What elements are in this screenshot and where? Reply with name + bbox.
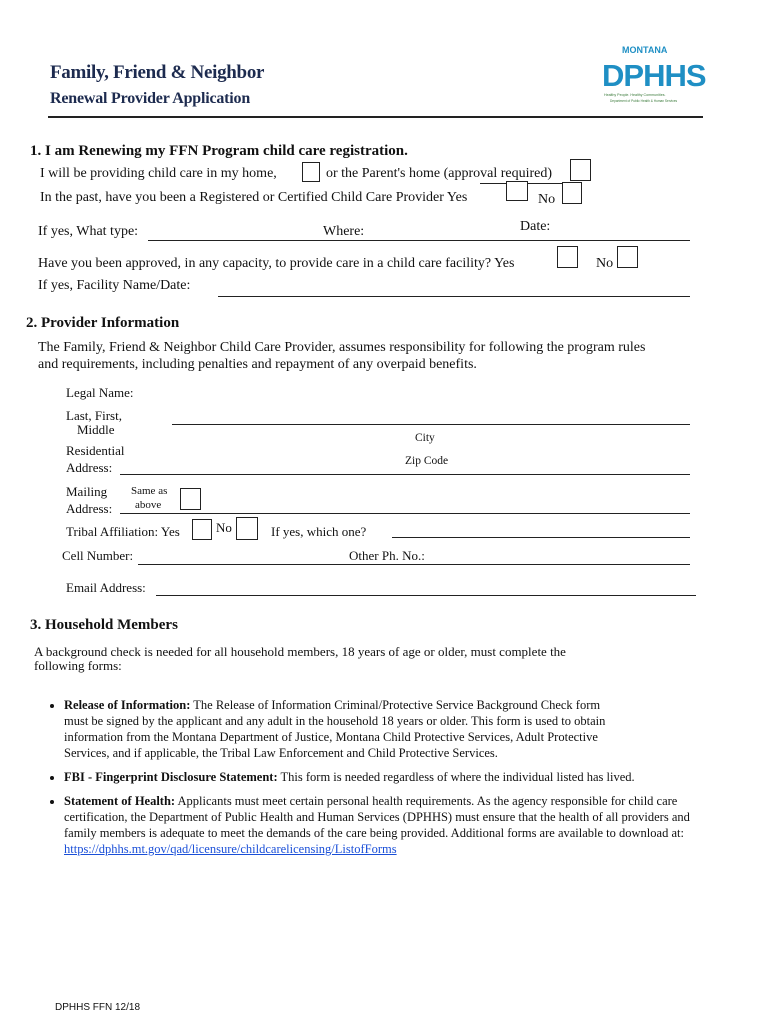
same-as-above-checkbox[interactable] (180, 488, 201, 510)
approved-no-checkbox[interactable] (617, 246, 638, 268)
dphhs-logo (600, 44, 706, 110)
bullet-title: Release of Information: (64, 698, 191, 712)
header-divider (48, 116, 703, 118)
logo-name-text: DPHHS (602, 58, 706, 93)
section3-intro-line2: following forms: (34, 658, 122, 673)
email-label: Email Address: (66, 580, 146, 595)
bullet-title: Statement of Health: (64, 794, 176, 808)
bullet-text: The Release of Information Criminal/Protective Service Background Check form must be signed by the applicant and any adult in the household 18 years or older. This form is used to obtain information from the Montana Department of Justice, Montana Child Protective Services, Adult Protective Services, and if applicable, the Tribal Law Enforcement and Child Protective Services. (64, 698, 606, 760)
home-care-checkbox[interactable] (302, 162, 320, 182)
tribal-no-checkbox[interactable] (236, 517, 258, 540)
cell-number-label: Cell Number: (62, 548, 134, 563)
approved-yes-checkbox[interactable] (557, 246, 578, 268)
list-item (64, 697, 624, 761)
other-phone-label: Other Ph. No.: (349, 548, 425, 563)
form-code: DPHHS FFN 12/18 (55, 1002, 141, 1013)
city-label: City (415, 432, 435, 444)
residential-address-field[interactable] (120, 474, 690, 475)
parent-home-checkbox[interactable] (570, 159, 591, 181)
same-as-label: Same as (131, 485, 168, 497)
tribal-yes-checkbox[interactable] (192, 519, 212, 540)
logo-tagline-1: Healthy People. Healthy Communities. (604, 93, 666, 97)
which-one-label: If yes, which one? (271, 524, 367, 539)
past-provider-label: In the past, have you been a Registered or Certified Child Care Provider Yes (40, 190, 468, 205)
mailing-label: Mailing (66, 484, 108, 499)
logo-state-text: MONTANA (622, 45, 668, 55)
date-label: Date: (520, 219, 551, 234)
approved-no-label: No (596, 256, 614, 271)
facility-label: If yes, Facility Name/Date: (38, 278, 191, 293)
phone-field[interactable] (138, 564, 690, 565)
section2-intro-line1: The Family, Friend & Neighbor Child Care Provider, assumes responsibility for following the program rules (38, 340, 646, 355)
what-type-label: If yes, What type: (38, 224, 139, 239)
where-label: Where: (323, 224, 365, 239)
zip-label: Zip Code (405, 455, 449, 467)
approved-label: Have you been approved, in any capacity, to provide care in a child care facility? Yes (38, 256, 515, 271)
logo-tagline-2: Department of Public Health & Human Services (610, 99, 678, 103)
past-provider-no-label: No (538, 192, 556, 207)
bullet-text: This form is needed regardless of where the individual listed has lived. (277, 770, 635, 784)
list-item (64, 769, 704, 785)
section2-intro-line2: and requirements, including penalties and repayment of any overpaid benefits. (38, 357, 477, 372)
forms-list (44, 697, 714, 865)
bullet-title: FBI - Fingerprint Disclosure Statement: (64, 770, 278, 784)
section2-heading: 2. Provider Information (26, 315, 180, 331)
form-subtitle: Renewal Provider Application (50, 90, 251, 107)
past-provider-yes-checkbox[interactable] (506, 181, 528, 201)
email-field[interactable] (156, 595, 696, 596)
mailing-address-label: Address: (66, 501, 113, 516)
which-one-field[interactable] (392, 537, 690, 538)
mailing-address-field[interactable] (120, 513, 690, 514)
what-type-field[interactable] (148, 240, 690, 241)
form-title: Family, Friend & Neighbor (50, 62, 265, 83)
tribal-no-label: No (216, 520, 232, 535)
past-provider-no-checkbox[interactable] (562, 182, 582, 204)
dphhs-logo-graphic (600, 44, 706, 110)
legal-name-label: Legal Name: (66, 385, 134, 400)
section3-intro-line1: A background check is needed for all household members, 18 years of age or older, must complete the (34, 644, 566, 659)
section1-heading: 1. I am Renewing my FFN Program child care registration. (30, 143, 408, 159)
bullet-text: Applicants must meet certain personal health requirements. As the agency responsible for child care certification, the Department of Public Health and Human Services (DPHHS) must ensure that the health of all providers and family members is adequate to meet the demands of the care being provided. Additional forms are available to download at: (64, 794, 690, 840)
parent-home-label: or the Parent's home (approval required) (326, 166, 553, 181)
list-item (64, 793, 714, 857)
residential-address-label: Address: (66, 460, 113, 475)
legal-name-field[interactable] (172, 424, 690, 425)
section3-heading: 3. Household Members (30, 617, 178, 633)
facility-field[interactable] (218, 296, 690, 297)
residential-label: Residential (66, 443, 125, 458)
above-label: above (135, 499, 162, 511)
home-care-label: I will be providing child care in my home, (40, 166, 277, 181)
middle-label: Middle (77, 422, 115, 437)
tribal-affiliation-label: Tribal Affiliation: Yes (66, 524, 180, 539)
list-of-forms-link[interactable]: https://dphhs.mt.gov/qad/licensure/childcarelicensing/ListofForms (64, 842, 397, 856)
last-first-label: Last, First, (66, 408, 122, 423)
